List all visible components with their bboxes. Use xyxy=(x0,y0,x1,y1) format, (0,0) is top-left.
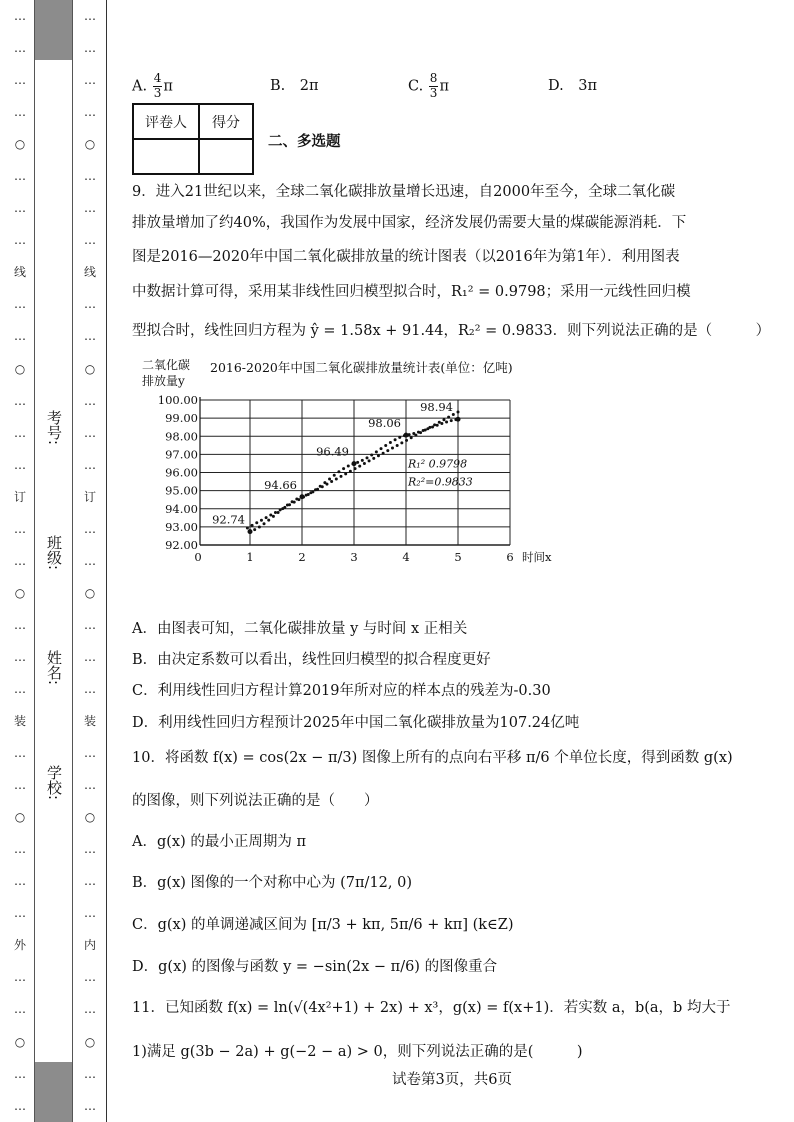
binding-gray-band-top xyxy=(34,0,72,60)
page-left-border xyxy=(106,0,107,1122)
outer-seal-glyph: … xyxy=(14,457,26,472)
q10-line-2: 的图像，则下列说法正确的是（ ） xyxy=(132,793,379,809)
chart-linear-fit-dot xyxy=(457,410,460,413)
score-table xyxy=(132,103,254,175)
chart-nonlinear-fit-dot xyxy=(398,436,401,439)
inner-seal-glyph: … xyxy=(84,41,96,56)
outer-seal-glyph: … xyxy=(14,906,26,921)
inner-seal-glyph: 线 xyxy=(83,265,96,280)
chart-nonlinear-fit-dot xyxy=(445,420,448,423)
reviewer-cell[interactable] xyxy=(133,139,199,174)
chart-nonlinear-fit-dot xyxy=(347,465,350,468)
inner-seal-glyph: 装 xyxy=(83,714,96,729)
outer-seal-glyph: … xyxy=(14,393,26,408)
chart-nonlinear-fit-dot xyxy=(258,525,261,528)
chart-nonlinear-fit-dot xyxy=(389,441,392,444)
q9-line-2: 排放量增加了约40%，我国作为发展中国家，经济发展仍需要大量的煤碳能源消耗．下 xyxy=(132,215,687,231)
chart-nonlinear-fit-dot xyxy=(380,447,383,450)
chart-nonlinear-fit-dot xyxy=(375,450,378,453)
outer-seal-glyph: … xyxy=(14,649,26,664)
q8-choice-c xyxy=(408,72,449,101)
choice-a-tail: π xyxy=(163,78,173,95)
chart-data-point xyxy=(456,417,461,422)
outer-seal-glyph: … xyxy=(14,521,26,536)
outer-seal-glyph: 装 xyxy=(13,714,26,729)
inner-seal-glyph: … xyxy=(84,521,96,536)
inner-seal-glyph: … xyxy=(84,393,96,408)
score-cell[interactable] xyxy=(199,139,253,174)
q9-option-a: A．由图表可知，二氧化碳排放量 y 与时间 x 正相关 xyxy=(132,621,468,637)
outer-seal-glyph: … xyxy=(14,1098,26,1113)
chart-svg xyxy=(140,355,570,575)
chart-xlabel: 时间x xyxy=(522,550,552,564)
chart-linear-fit-dot xyxy=(269,514,272,517)
chart-nonlinear-fit-dot xyxy=(356,461,359,464)
chart-linear-fit-dot xyxy=(396,444,399,447)
fraction-denominator: 3 xyxy=(429,85,438,100)
inner-seal-glyph: … xyxy=(84,874,96,889)
inner-seal-glyph: … xyxy=(84,169,96,184)
chart-nonlinear-fit-dot xyxy=(342,467,345,470)
chart-linear-fit-dot xyxy=(447,416,450,419)
chart-y-tick-label: 96.00 xyxy=(165,465,198,480)
chart-linear-fit-dot xyxy=(274,511,277,514)
chart-nonlinear-fit-dot xyxy=(272,515,275,518)
chart-nonlinear-fit-dot xyxy=(267,519,270,522)
chart-linear-fit-dot xyxy=(265,516,268,519)
outer-seal-glyph: ○ xyxy=(14,1034,26,1049)
chart-data-label: 92.74 xyxy=(212,512,245,527)
chart-linear-fit-dot xyxy=(410,436,413,439)
chart-nonlinear-fit-dot xyxy=(337,470,340,473)
q11-line-1: 11．已知函数 f(x) = ln(√(4x²+1) + 2x) + x³，g(x) = f(x+1)．若实数 a，b(a，b 均大于 xyxy=(132,1000,731,1016)
school-label: 学校: xyxy=(45,765,63,801)
chart-data-point xyxy=(404,433,409,438)
chart-nonlinear-fit-dot xyxy=(366,456,369,459)
co2-chart xyxy=(140,355,570,575)
q9-line-4: 中数据计算可得，采用某非线性回归模型拟合时，R₁² = 0.9798；采用一元线性回归模 xyxy=(132,284,691,300)
chart-nonlinear-fit-dot xyxy=(291,500,294,503)
outer-seal-glyph: … xyxy=(14,778,26,793)
chart-data-point xyxy=(248,529,253,534)
outer-seal-glyph: … xyxy=(14,1066,26,1081)
outer-seal-glyph: … xyxy=(14,1002,26,1017)
chart-linear-fit-dot xyxy=(382,452,385,455)
chart-y-tick-label: 92.00 xyxy=(165,538,198,552)
inner-seal-glyph: … xyxy=(84,329,96,344)
fraction xyxy=(429,72,439,101)
chart-ylabel-line-1: 二氧化碳 xyxy=(142,358,191,372)
q8-choices xyxy=(132,64,692,100)
q10-option-a: A．g(x) 的最小正周期为 π xyxy=(132,834,306,850)
inner-seal-glyph: … xyxy=(84,105,96,120)
outer-seal-glyph: … xyxy=(14,553,26,568)
chart-ylabel-line-2: 排放量y xyxy=(142,374,185,388)
inner-seal-glyph: … xyxy=(84,682,96,696)
inner-seal-glyph: … xyxy=(84,553,96,568)
chart-nonlinear-fit-dot xyxy=(286,503,289,506)
inner-seal-glyph: ○ xyxy=(84,361,96,376)
chart-y-tick-label: 93.00 xyxy=(165,519,198,534)
inner-seal-glyph: … xyxy=(84,9,96,24)
outer-seal-glyph: ○ xyxy=(14,361,26,376)
chart-linear-fit-dot xyxy=(358,465,361,468)
chart-y-tick-label: 99.00 xyxy=(165,411,198,426)
page-footer: 试卷第3页，共6页 xyxy=(392,1072,512,1088)
inner-seal-glyph: … xyxy=(84,746,96,761)
binding-gray-band-bottom xyxy=(34,1062,72,1122)
q9-line-5: 型拟合时，线性回归方程为 ŷ = 1.58x + 91.44，R₂² = 0.9833．则下列说法正确的是（ ） xyxy=(132,323,771,339)
chart-nonlinear-fit-dot xyxy=(263,522,266,525)
chart-linear-fit-dot xyxy=(386,449,389,452)
chart-nonlinear-fit-dot xyxy=(422,429,425,432)
choice-c-label: C. xyxy=(408,78,424,95)
q10-option-d: D．g(x) 的图像与函数 y = −sin(2x − π/6) 的图像重合 xyxy=(132,959,498,975)
q9-line-3: 图是2016—2020年中国二氧化碳排放量的统计图表（以2016年为第1年）．利用图表 xyxy=(132,249,680,265)
chart-nonlinear-fit-dot xyxy=(431,425,434,428)
chart-linear-fit-dot xyxy=(372,457,375,460)
chart-nonlinear-fit-dot xyxy=(361,459,364,462)
inner-seal-glyph: … xyxy=(84,457,96,472)
outer-seal-glyph: … xyxy=(14,425,26,440)
chart-data-label: 98.06 xyxy=(368,416,401,431)
chart-fit-label-r2: R₂²=0.9833 xyxy=(408,475,473,489)
inner-seal-glyph: 订 xyxy=(83,489,96,504)
chart-x-tick-label: 2 xyxy=(298,550,306,564)
outer-seal-glyph: … xyxy=(14,746,26,761)
inner-seal-glyph: ○ xyxy=(84,1034,96,1049)
inner-seal-glyph: … xyxy=(84,617,96,632)
chart-nonlinear-fit-dot xyxy=(314,488,317,491)
chart-linear-fit-dot xyxy=(330,480,333,483)
outer-seal-glyph: … xyxy=(14,842,26,857)
outer-seal-glyph: 外 xyxy=(13,938,26,953)
fraction-denominator: 3 xyxy=(153,85,162,100)
inner-seal-glyph: … xyxy=(84,233,96,248)
chart-nonlinear-fit-dot xyxy=(328,477,331,480)
chart-nonlinear-fit-dot xyxy=(323,481,326,484)
chart-fit-label-r1: R₁² 0.9798 xyxy=(408,457,468,471)
chart-linear-fit-dot xyxy=(438,421,441,424)
q9-option-c: C．利用线性回归方程计算2019年所对应的样本点的残差为-0.30 xyxy=(132,683,551,699)
chart-nonlinear-fit-dot xyxy=(384,444,387,447)
chart-linear-fit-dot xyxy=(363,462,366,465)
reviewer-header: 评卷人 xyxy=(133,104,199,139)
chart-data-point xyxy=(352,461,357,466)
outer-seal-glyph: … xyxy=(14,169,26,184)
chart-linear-fit-dot xyxy=(246,526,249,529)
chart-nonlinear-fit-dot xyxy=(281,507,284,510)
chart-nonlinear-fit-dot xyxy=(277,511,280,514)
inner-seal-glyph: … xyxy=(84,73,96,88)
inner-seal-glyph: 内 xyxy=(83,938,96,953)
fraction xyxy=(153,72,163,101)
chart-nonlinear-fit-dot xyxy=(370,453,373,456)
outer-seal-glyph: 订 xyxy=(13,489,26,504)
inner-seal-glyph: … xyxy=(84,201,96,216)
section-title: 二、多选题 xyxy=(268,134,341,150)
chart-linear-fit-dot xyxy=(400,441,403,444)
binding-divider-left xyxy=(34,0,35,1122)
chart-title: 2016-2020年中国二氧化碳排放量统计表(单位：亿吨) xyxy=(210,360,513,375)
outer-seal-glyph: ○ xyxy=(14,810,26,825)
chart-linear-fit-dot xyxy=(405,439,408,442)
q10-line-1: 10．将函数 f(x) = cos(2x − π/3) 图像上所有的点向右平移 π/6 个单位长度，得到函数 g(x) xyxy=(132,750,733,766)
chart-nonlinear-fit-dot xyxy=(333,474,336,477)
chart-linear-fit-dot xyxy=(391,447,394,450)
outer-seal-glyph: … xyxy=(14,233,26,248)
chart-x-tick-label: 5 xyxy=(454,550,462,564)
chart-linear-fit-dot xyxy=(368,459,371,462)
chart-data-point xyxy=(300,494,305,499)
chart-nonlinear-fit-dot xyxy=(319,485,322,488)
chart-nonlinear-fit-dot xyxy=(436,424,439,427)
inner-seal-glyph: … xyxy=(84,1002,96,1017)
q8-choice-d: D. 3π xyxy=(548,78,597,94)
outer-seal-glyph: … xyxy=(14,41,26,56)
inner-seal-glyph: ○ xyxy=(84,810,96,825)
outer-seal-glyph: … xyxy=(14,682,26,696)
binding-divider-right xyxy=(72,0,73,1122)
chart-y-tick-label: 98.00 xyxy=(165,429,198,444)
chart-linear-fit-dot xyxy=(340,475,343,478)
chart-linear-fit-dot xyxy=(354,467,357,470)
inner-seal-glyph: … xyxy=(84,425,96,440)
q8-choice-a xyxy=(132,72,173,101)
inner-seal-glyph: … xyxy=(84,778,96,793)
outer-seal-glyph: … xyxy=(14,105,26,120)
outer-seal-glyph: … xyxy=(14,201,26,216)
outer-seal-glyph: … xyxy=(14,297,26,312)
chart-linear-fit-dot xyxy=(335,477,338,480)
q10-option-c: C．g(x) 的单调递减区间为 [π/3 + kπ, 5π/6 + kπ] (k∈Z) xyxy=(132,917,514,933)
inner-seal-glyph: … xyxy=(84,842,96,857)
chart-nonlinear-fit-dot xyxy=(309,491,312,494)
inner-seal-glyph: … xyxy=(84,297,96,312)
name-label: 姓名: xyxy=(45,650,63,686)
q8-choice-b: B. 2π xyxy=(270,78,319,94)
chart-x-tick-label: 0 xyxy=(194,550,202,564)
chart-x-tick-label: 6 xyxy=(506,550,514,564)
inner-seal-glyph: … xyxy=(84,1098,96,1113)
outer-seal-glyph: 线 xyxy=(13,265,26,280)
chart-nonlinear-fit-dot xyxy=(295,498,298,501)
chart-nonlinear-fit-dot xyxy=(440,422,443,425)
chart-linear-fit-dot xyxy=(255,521,258,524)
q9-option-d: D．利用线性回归方程预计2025年中国二氧化碳排放量为107.24亿吨 xyxy=(132,715,580,731)
chart-nonlinear-fit-dot xyxy=(305,494,308,497)
chart-nonlinear-fit-dot xyxy=(417,431,420,434)
score-header: 得分 xyxy=(199,104,253,139)
chart-nonlinear-fit-dot xyxy=(394,438,397,441)
fraction-numerator: 8 xyxy=(429,71,438,85)
q9-option-b: B．由决定系数可以看出，线性回归模型的拟合程度更好 xyxy=(132,652,491,668)
chart-data-label: 96.49 xyxy=(316,444,349,459)
chart-linear-fit-dot xyxy=(442,418,445,421)
chart-linear-fit-dot xyxy=(377,454,380,457)
chart-nonlinear-fit-dot xyxy=(412,432,415,435)
inner-seal-glyph: … xyxy=(84,1066,96,1081)
chart-linear-fit-dot xyxy=(344,472,347,475)
chart-x-tick-label: 1 xyxy=(246,550,254,564)
chart-data-label: 94.66 xyxy=(264,477,297,492)
inner-seal-glyph: ○ xyxy=(84,585,96,600)
choice-a-label: A. xyxy=(132,78,148,95)
outer-seal-glyph: … xyxy=(14,73,26,88)
outer-seal-glyph: ○ xyxy=(14,585,26,600)
chart-linear-fit-dot xyxy=(279,508,282,511)
q9-line-1: 9．进入21世纪以来，全球二氧化碳排放量增长迅速，自2000年至今，全球二氧化碳 xyxy=(132,184,676,200)
chart-x-tick-label: 3 xyxy=(350,550,358,564)
chart-data-label: 98.94 xyxy=(420,400,453,415)
q11-line-2: 1)满足 g(3b − 2a) + g(−2 − a) > 0，则下列说法正确的是( ) xyxy=(132,1044,583,1060)
inner-seal-line xyxy=(82,0,98,1122)
inner-seal-glyph: … xyxy=(84,906,96,921)
chart-y-tick-label: 97.00 xyxy=(165,447,198,462)
chart-y-tick-label: 94.00 xyxy=(165,501,198,516)
chart-linear-fit-dot xyxy=(349,470,352,473)
outer-seal-glyph: ○ xyxy=(14,137,26,152)
outer-seal-glyph: … xyxy=(14,329,26,344)
outer-seal-glyph: … xyxy=(14,874,26,889)
fraction-numerator: 4 xyxy=(153,71,162,85)
exam-number-label: 考号: xyxy=(45,410,63,446)
outer-seal-line xyxy=(12,0,28,1122)
inner-seal-glyph: … xyxy=(84,970,96,985)
chart-y-tick-label: 95.00 xyxy=(165,483,198,498)
chart-linear-fit-dot xyxy=(260,519,263,522)
class-label: 班级: xyxy=(45,535,63,571)
chart-nonlinear-fit-dot xyxy=(450,419,453,422)
inner-seal-glyph: … xyxy=(84,649,96,664)
choice-c-tail: π xyxy=(439,78,449,95)
chart-nonlinear-fit-dot xyxy=(253,528,256,531)
chart-linear-fit-dot xyxy=(251,524,254,527)
chart-y-tick-label: 100.00 xyxy=(157,393,198,407)
outer-seal-glyph: … xyxy=(14,9,26,24)
chart-nonlinear-fit-dot xyxy=(426,427,429,430)
outer-seal-glyph: … xyxy=(14,617,26,632)
binding-strip xyxy=(0,0,108,1122)
chart-x-tick-label: 4 xyxy=(402,550,410,564)
inner-seal-glyph: ○ xyxy=(84,137,96,152)
outer-seal-glyph: … xyxy=(14,970,26,985)
q10-option-b: B．g(x) 图像的一个对称中心为 (7π/12, 0) xyxy=(132,875,412,891)
